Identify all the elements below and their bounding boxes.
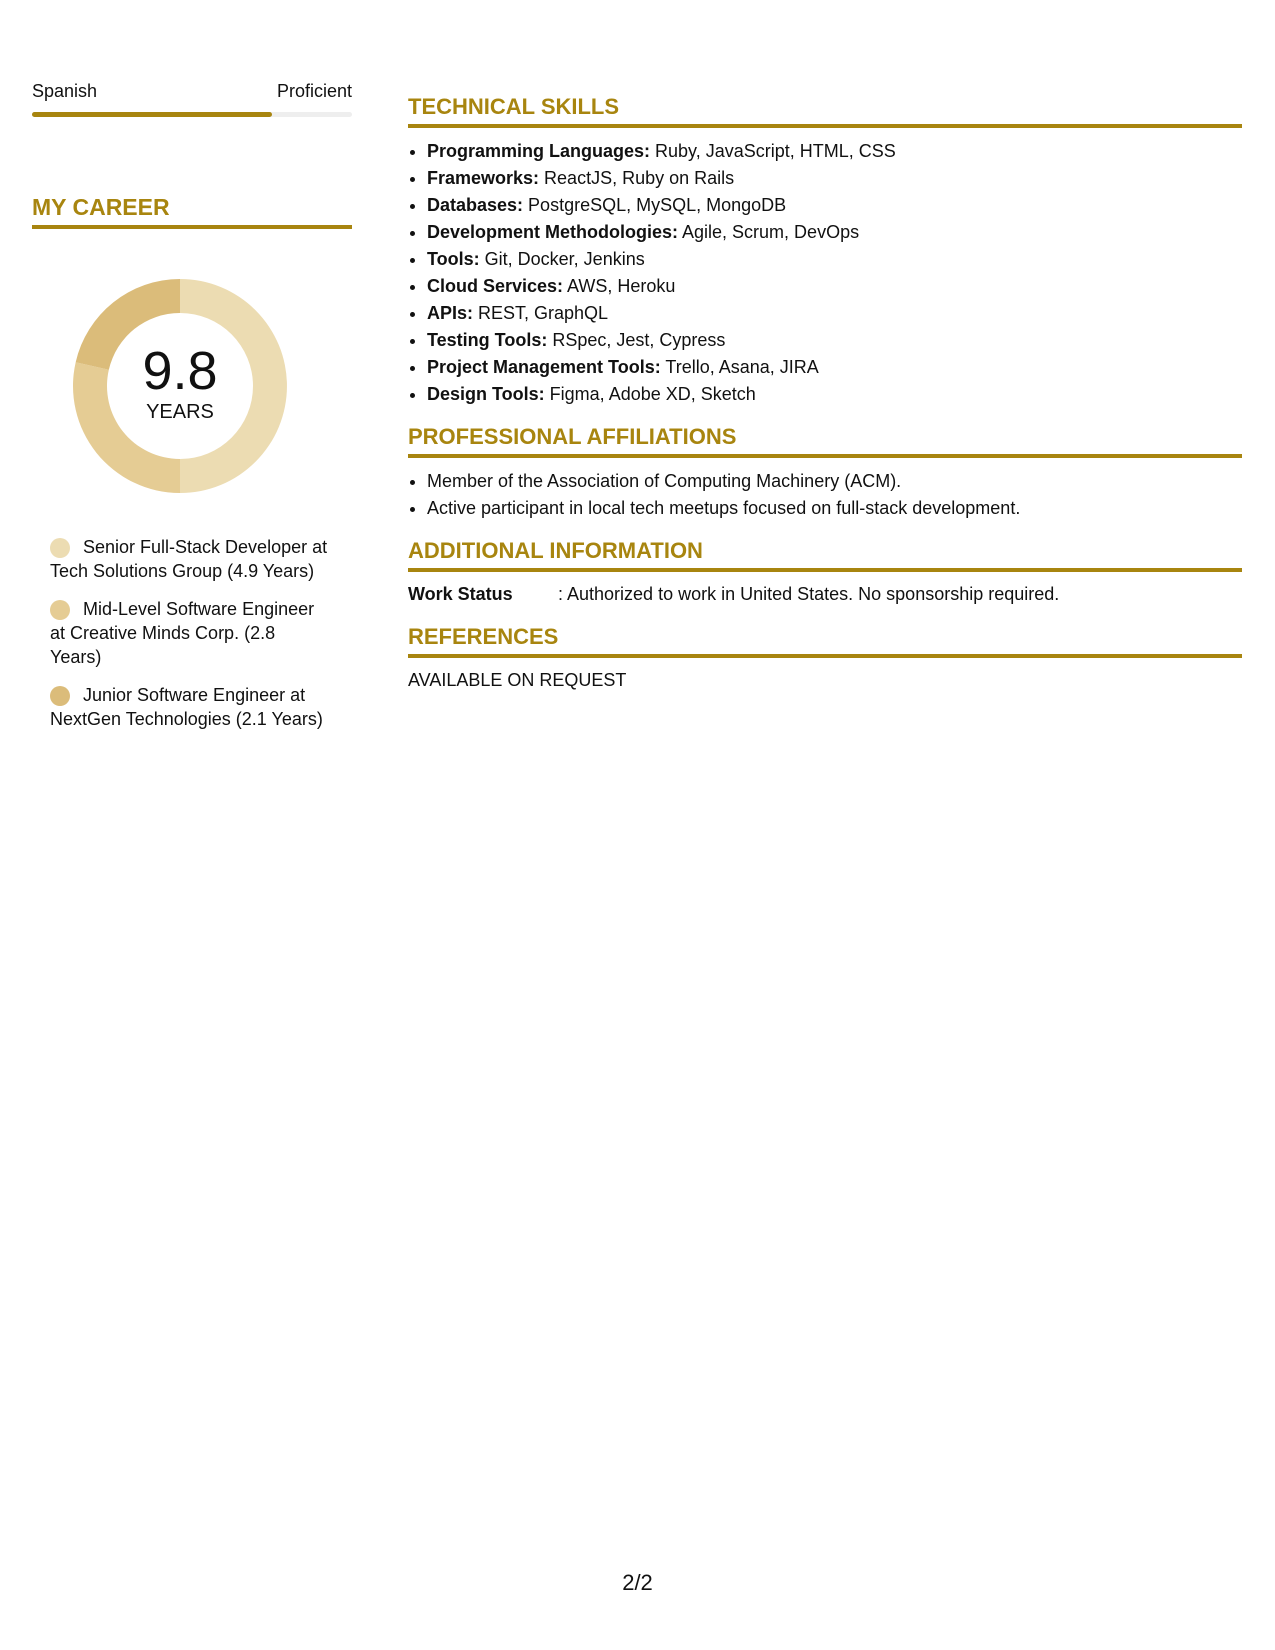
list-item <box>427 219 1242 246</box>
legend-dot-icon <box>50 600 70 620</box>
skill-label: Development Methodologies: <box>427 222 679 242</box>
page-number: 2/2 <box>622 1570 653 1595</box>
skill-label: Cloud Services: <box>427 276 564 296</box>
career-total-unit: YEARS <box>146 401 214 423</box>
legend-dot-icon <box>50 686 70 706</box>
skill-label: APIs: <box>427 303 474 323</box>
skill-label: Design Tools: <box>427 384 545 404</box>
donut-center <box>67 273 293 499</box>
language-name: Spanish <box>32 81 98 101</box>
skill-value: PostgreSQL, MySQL, MongoDB <box>523 195 787 215</box>
list-item <box>427 381 1242 408</box>
work-status-row <box>408 582 1242 606</box>
technical-skills-title: TECHNICAL SKILLS <box>408 94 1242 128</box>
legend-item <box>50 597 330 669</box>
language-level-bar <box>32 112 352 117</box>
skill-value: Agile, Scrum, DevOps <box>678 222 860 242</box>
work-status-label: Work Status <box>408 584 513 604</box>
skill-label: Project Management Tools: <box>427 357 661 377</box>
skill-value: Ruby, JavaScript, HTML, CSS <box>650 141 896 161</box>
language-level-bar-fill <box>32 112 272 117</box>
list-item <box>427 300 1242 327</box>
career-total-years: 9.8 <box>142 341 218 401</box>
legend-label: Senior Full-Stack Developer at Tech Solutions Group (4.9 Years) <box>50 537 328 581</box>
affiliations-title: PROFESSIONAL AFFILIATIONS <box>408 424 1242 458</box>
left-column <box>32 80 352 745</box>
skill-value: AWS, Heroku <box>563 276 676 296</box>
skill-value: REST, GraphQL <box>473 303 609 323</box>
skill-value: RSpec, Jest, Cypress <box>547 330 726 350</box>
list-item <box>427 273 1242 300</box>
list-item <box>427 354 1242 381</box>
list-item <box>427 246 1242 273</box>
skill-label: Testing Tools: <box>427 330 548 350</box>
legend-label: Mid-Level Software Engineer at Creative Minds Corp. (2.8 Years) <box>50 599 315 667</box>
skill-value: ReactJS, Ruby on Rails <box>539 168 735 188</box>
language-row <box>32 80 352 102</box>
references-text: AVAILABLE ON REQUEST <box>408 670 627 690</box>
affiliations-list <box>408 468 1242 522</box>
right-column <box>408 94 1242 692</box>
legend-item <box>50 535 330 583</box>
skill-label: Frameworks: <box>427 168 540 188</box>
additional-info-title: ADDITIONAL INFORMATION <box>408 538 1242 572</box>
career-legend <box>50 535 330 731</box>
career-donut-chart <box>67 273 293 499</box>
legend-item <box>50 683 330 731</box>
list-item <box>427 192 1242 219</box>
language-level: Proficient <box>276 81 352 101</box>
work-status-value: : Authorized to work in United States. No sponsorship required. <box>558 584 1060 604</box>
legend-label: Junior Software Engineer at NextGen Technologies (2.1 Years) <box>50 685 323 729</box>
list-item <box>427 165 1242 192</box>
skill-label: Programming Languages: <box>427 141 651 161</box>
list-item <box>427 327 1242 354</box>
skill-value: Git, Docker, Jenkins <box>479 249 645 269</box>
list-item <box>427 138 1242 165</box>
skill-value: Figma, Adobe XD, Sketch <box>544 384 756 404</box>
list-item: • Active participant in local tech meetups focused on full-stack development. <box>427 495 1242 522</box>
legend-dot-icon <box>50 538 70 558</box>
career-section-title: MY CAREER <box>32 193 352 229</box>
technical-skills-list <box>408 138 1242 408</box>
skill-label: Tools: <box>427 249 480 269</box>
skill-value: Trello, Asana, JIRA <box>660 357 819 377</box>
references-title: REFERENCES <box>408 624 1242 658</box>
list-item: • Member of the Association of Computing Machinery (ACM). <box>427 468 1242 495</box>
skill-label: Databases: <box>427 195 524 215</box>
